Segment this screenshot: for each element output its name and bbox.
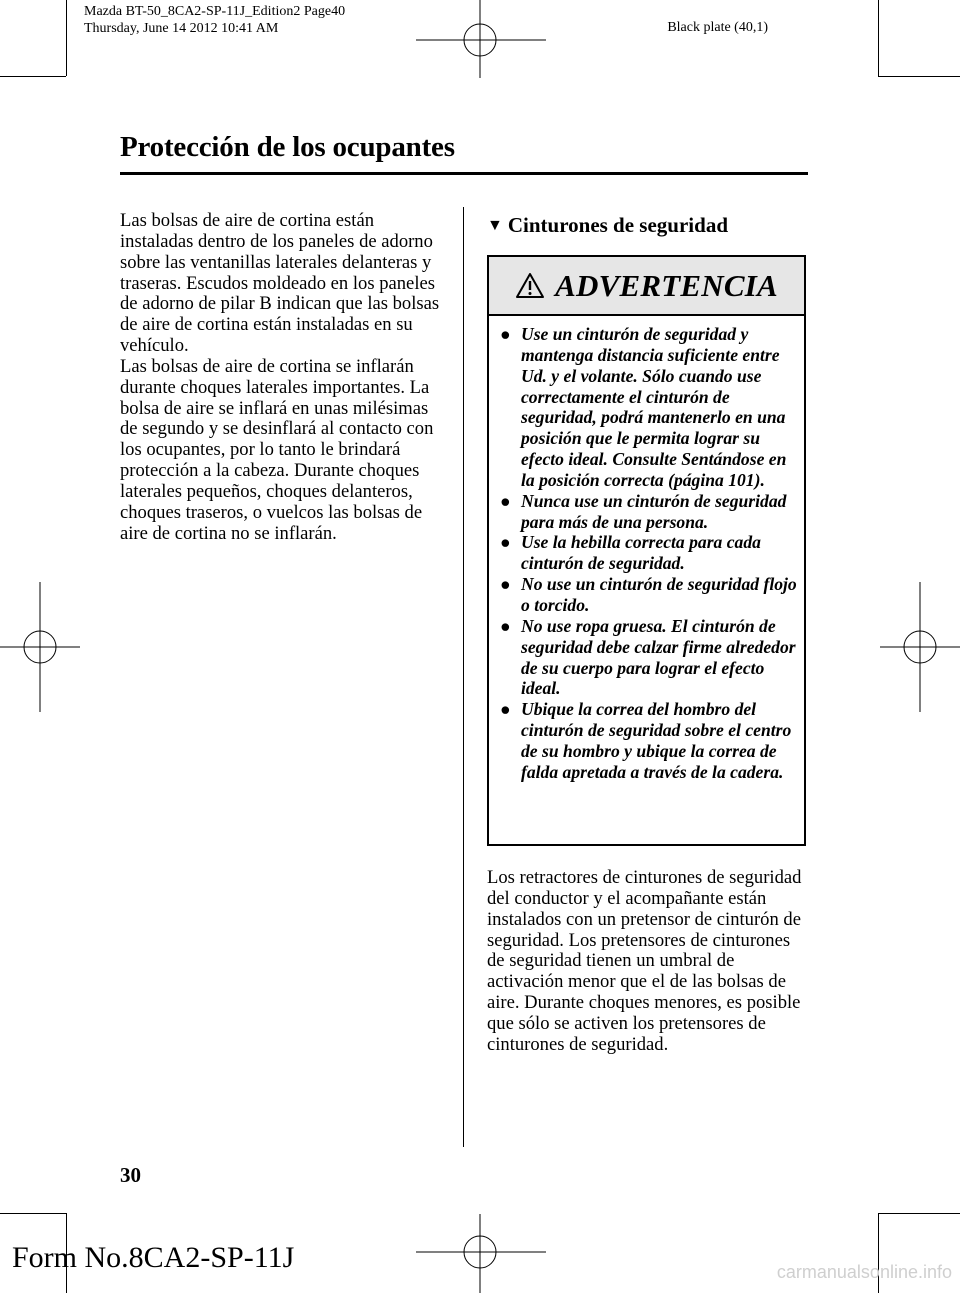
warning-triangle-icon	[515, 272, 545, 299]
registration-mark-top-icon	[416, 0, 546, 80]
page-number: 30	[120, 1163, 141, 1187]
left-column	[120, 211, 450, 545]
crop-mark	[878, 76, 960, 77]
list-item	[497, 574, 798, 616]
section-heading	[487, 213, 728, 238]
watermark: carmanualsonline.info	[776, 1262, 952, 1282]
list-item	[497, 616, 798, 699]
crop-mark	[0, 76, 66, 77]
list-item	[497, 699, 798, 782]
list-item-text: Use la hebilla correcta para cada cinturón de seguridad.	[521, 532, 761, 574]
page-title: Protección de los ocupantes	[120, 131, 455, 163]
plate-label: Black plate (40,1)	[667, 20, 768, 35]
bullet-icon: ●	[500, 532, 511, 553]
list-item	[497, 324, 798, 491]
list-item	[497, 491, 798, 533]
bullet-icon: ●	[500, 574, 511, 595]
bullet-icon: ●	[500, 490, 511, 511]
triangle-down-icon: ▼	[487, 216, 503, 234]
registration-mark-left-icon	[0, 582, 80, 712]
print-header-line1: Mazda BT-50_8CA2-SP-11J_Edition2 Page40	[84, 4, 346, 19]
paragraph: Las bolsas de aire de cortina se inflarán durante choques laterales importantes. La bolsa de aire se inflará en unas milésimas de segundo y se desinflará al contacto con los ocupantes, por lo tanto le brindará protección a la cabeza. Durante choques laterales pequeños, choques delanteros, choques traseros, o vuelcos las bolsas de aire de cortina no se inflarán.	[120, 355, 434, 544]
registration-mark-bottom-icon	[416, 1214, 546, 1293]
print-header-line2: Thursday, June 14 2012 10:41 AM	[84, 21, 279, 36]
bullet-icon: ●	[500, 699, 511, 720]
list-item-text: No use ropa gruesa. El cinturón de seguridad debe calzar firme alrededor de su cuerpo para lograr el efecto ideal.	[521, 615, 796, 699]
right-paragraph: Los retractores de cinturones de seguridad del conductor y el acompañante están instalados con un pretensor de cinturón de seguridad. Los pretensores de cinturones de seguridad tienen un umbral de activación menor que el de las bolsas de aire. Durante choques menores, es posible que sólo se activen los pretensores de cinturones de seguridad.	[487, 867, 802, 1055]
paragraph: Las bolsas de aire de cortina están instaladas dentro de los paneles de adorno sobre las ventanillas laterales delanteras y traseras. Escudos moldeado en los paneles de adorno de pilar B indican que las bolsas de aire de cortina están instaladas en su vehículo.	[120, 210, 440, 357]
bullet-icon: ●	[500, 324, 511, 344]
warning-header	[489, 257, 804, 316]
crop-mark	[878, 0, 879, 76]
bullet-icon: ●	[500, 615, 511, 636]
list-item-text: Ubique la correa del hombro del cinturón de seguridad sobre el centro de su hombro y ubique la correa de falda apretada a través de la cadera.	[521, 699, 792, 782]
list-item	[497, 532, 798, 574]
title-rule	[120, 172, 808, 175]
registration-mark-right-icon	[880, 582, 960, 712]
warning-box	[487, 255, 806, 846]
list-item-text: Nunca use un cinturón de seguridad para más de una persona.	[521, 490, 787, 532]
list-item-text: No use un cinturón de seguridad flojo o torcido.	[521, 574, 797, 615]
print-header	[84, 3, 345, 37]
crop-mark	[66, 0, 67, 76]
crop-mark	[0, 1213, 66, 1214]
form-number: Form No.8CA2-SP-11J	[12, 1241, 295, 1274]
column-divider	[463, 207, 464, 1147]
warning-list	[489, 316, 804, 783]
warning-title: ADVERTENCIA	[555, 267, 778, 303]
crop-mark	[878, 1213, 960, 1214]
section-title: Cinturones de seguridad	[507, 213, 728, 237]
list-item-text: Use un cinturón de seguridad y mantenga distancia suficiente entre Ud. y el volante. Sólo cuando use correctamente el cinturón de seguridad, podrá mantenerlo en una posición que le permita lograr su efecto ideal. Consulte Sentándose en la posición correcta (página 101).	[521, 324, 787, 490]
